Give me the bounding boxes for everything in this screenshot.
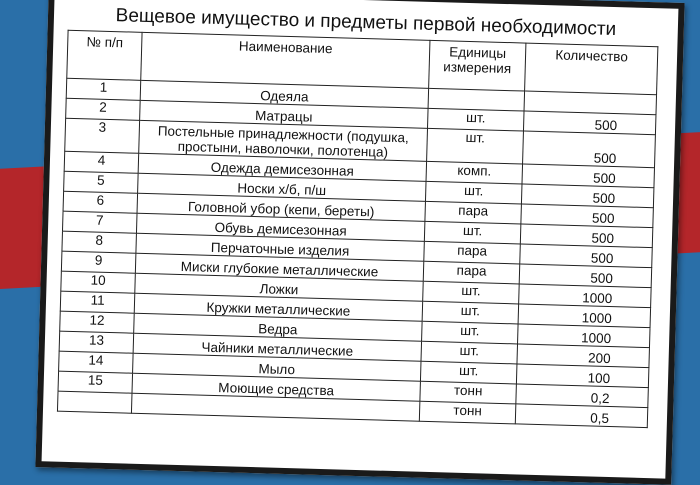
header-qty: Количество [525,43,658,95]
cell-name: Носки х/б, п/ш [138,173,426,201]
cell-qty: 500 [520,244,653,268]
cell-name: Моющие средства [132,373,420,401]
cell-num: 2 [66,98,141,120]
cell-qty: 500 [521,204,654,228]
cell-num: 1 [66,78,141,100]
cell-name: Перчаточные изделия [136,233,424,261]
cell-num: 5 [64,171,139,193]
cell-num: 14 [59,351,134,373]
cell-unit: шт. [421,341,518,364]
cell-num: 8 [62,231,137,253]
cell-qty: 500 [522,164,655,188]
cell-qty: 1000 [518,304,651,328]
document-card [35,0,684,485]
header-num: № п/п [67,30,142,80]
cell-unit: шт. [422,321,519,344]
cell-unit: тонн [420,381,517,404]
cell-unit: пара [425,201,522,224]
cell-num: 10 [61,271,136,293]
cell-qty: 500 [520,224,653,248]
cell-name: Миски глубокие металлические [135,253,423,281]
cell-unit: шт. [425,181,522,204]
cell-unit [428,88,525,111]
cell-num: 9 [61,251,136,273]
cell-unit: шт. [428,108,525,131]
supplies-table [57,30,658,428]
cell-num: 15 [58,371,133,393]
cell-unit: пара [423,261,520,284]
cell-name: Мыло [133,353,421,381]
cell-name: Чайники металлические [133,333,421,361]
cell-qty: 200 [517,344,650,368]
cell-unit: шт. [423,281,520,304]
cell-num: 13 [59,331,134,353]
cell-num: 11 [60,291,135,313]
header-name: Наименование [141,32,430,88]
cell-unit: шт. [424,221,521,244]
cell-unit: пара [424,241,521,264]
cell-name: Кружки металлические [134,293,422,321]
cell-unit: шт. [427,128,524,164]
cell-name: Одеяла [140,80,428,108]
cell-qty: 100 [516,364,649,388]
cell-qty: 0,5 [515,404,648,428]
cell-qty: 500 [519,264,652,288]
cell-unit: комп. [426,161,523,184]
cell-qty: 500 [523,111,656,135]
document-title: Вещевое имущество и предметы первой необходимости [115,5,617,41]
cell-name: Обувь демисезонная [136,213,424,241]
cell-unit: шт. [422,301,519,324]
cell-name: Ложки [135,273,423,301]
header-unit: Единицы измерения [429,40,526,91]
cell-name: Постельные принадлежности (подушка, простыни, наволочки, полотенца) [139,120,428,161]
cell-num: 6 [63,191,138,213]
cell-num: 3 [65,118,140,153]
cell-num [57,391,132,413]
cell-num: 4 [64,151,139,173]
cell-num: 12 [60,311,135,333]
cell-qty: 0,2 [516,384,649,408]
cell-name: Головной убор (кепи, береты) [137,193,425,221]
cell-qty: 500 [521,184,654,208]
cell-name: Матрацы [140,100,428,128]
cell-unit: шт. [420,361,517,384]
cell-qty: 500 [523,131,656,168]
cell-qty: 1000 [518,324,651,348]
cell-name: Ведра [134,313,422,341]
cell-name: Одежда демисезонная [138,153,426,181]
cell-unit: тонн [419,401,516,424]
cell-qty: 1000 [519,284,652,308]
cell-num: 7 [62,211,137,233]
